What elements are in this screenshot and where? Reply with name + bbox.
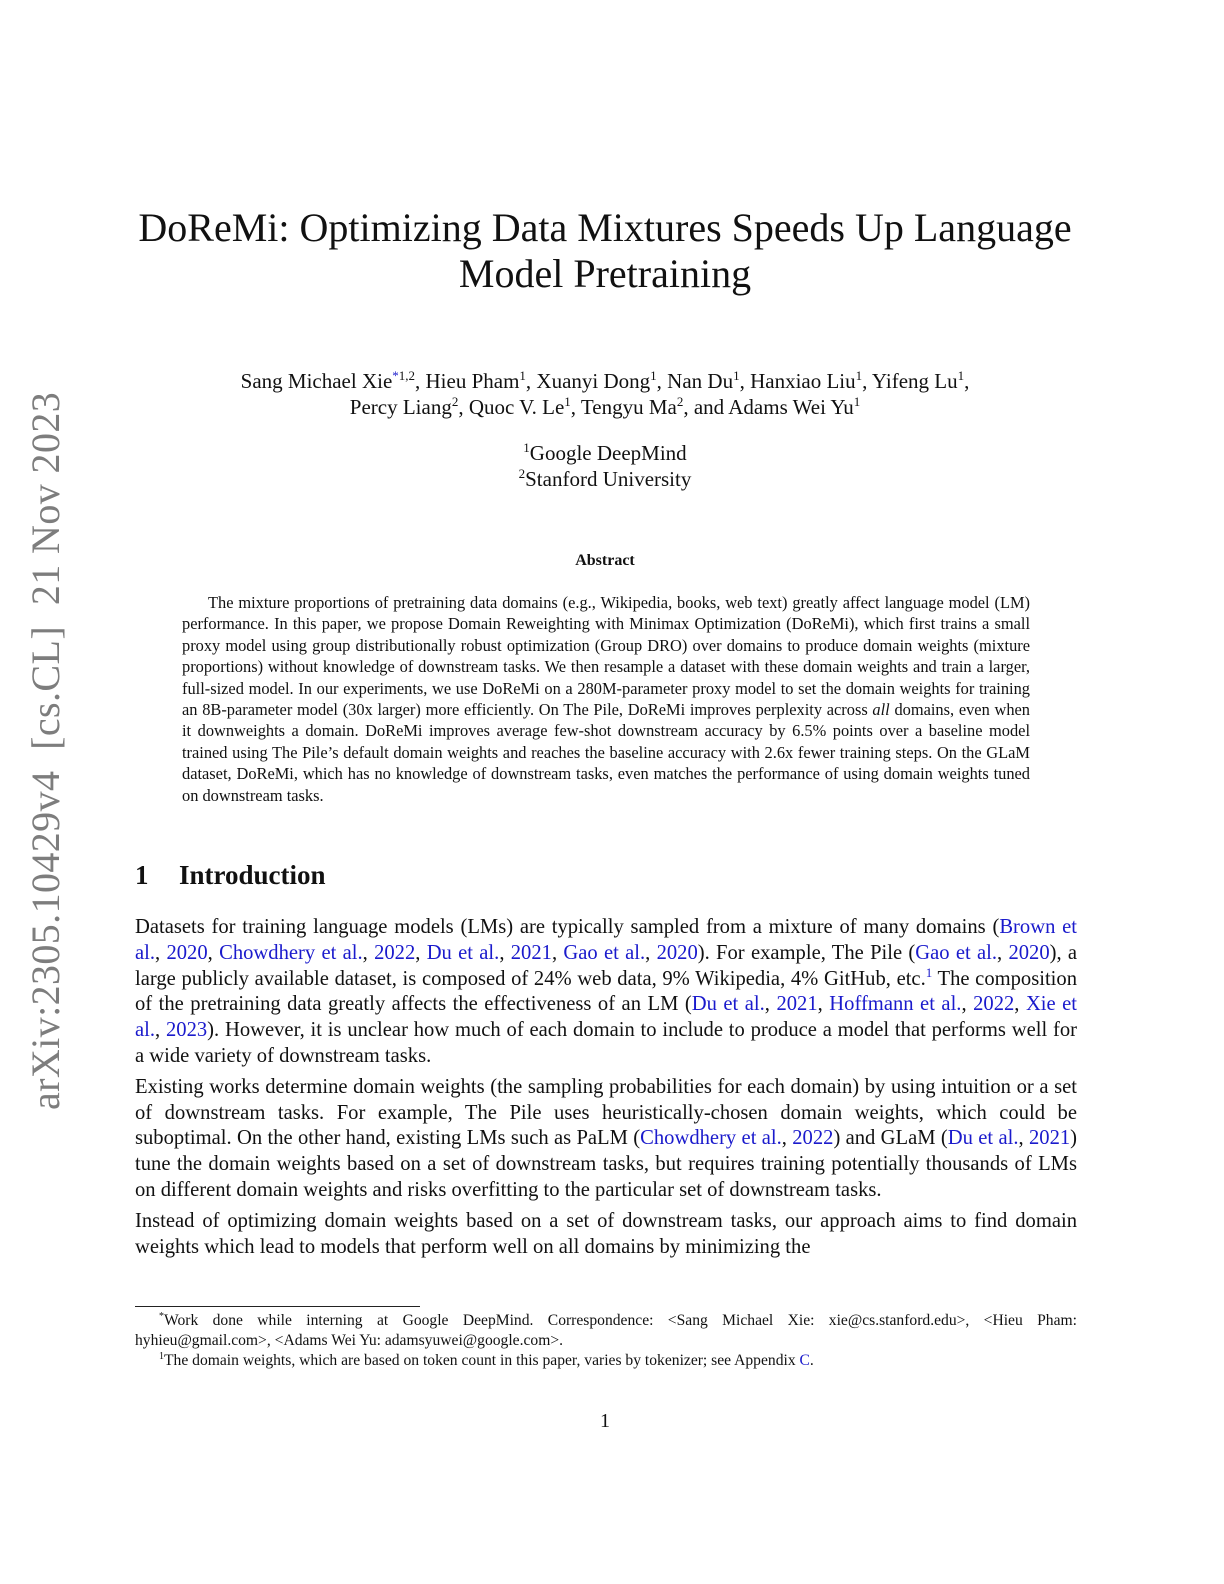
author-affiliation-mark: 1	[519, 368, 526, 383]
footnote-text: Work done while interning at Google DeepMind. Correspondence: <Sang Michael Xie: xie@cs.stanford.edu>, <Hieu Pham: hyhieu@gmail.com>, <Adams Wei Yu: adamsyuwei@google.com>.	[135, 1312, 1077, 1349]
affiliation-number: 1	[523, 440, 530, 455]
introduction-body	[135, 915, 1077, 1265]
section-number: 1	[135, 860, 149, 890]
author-name: Hieu Pham	[425, 369, 520, 393]
footnote-suffix: .	[809, 1352, 814, 1369]
citation-link[interactable]: Hoffmann et al.	[829, 993, 962, 1016]
affiliation-name: Stanford University	[525, 467, 692, 491]
appendix-link[interactable]: C	[799, 1352, 810, 1369]
affiliation-number: 2	[518, 466, 526, 481]
citation-link[interactable]: Du et al.	[947, 1127, 1019, 1150]
citation-link[interactable]: 2021	[776, 993, 818, 1016]
footnote-divider	[135, 1306, 420, 1307]
author-affiliation-mark: *1,2	[392, 368, 416, 383]
footnote-domain-weights	[135, 1351, 1077, 1371]
citation-link[interactable]: 2022	[973, 993, 1015, 1016]
author-affiliation-mark: 1	[853, 394, 861, 409]
affiliation-line	[300, 466, 910, 492]
citation-link[interactable]: Du et al.	[691, 993, 765, 1016]
author-affiliation-mark: 1	[733, 368, 740, 383]
author-name: Xuanyi Dong	[536, 369, 651, 393]
citation-link[interactable]: Gao et al.	[563, 941, 646, 964]
author-name: Percy Liang	[349, 395, 452, 419]
citation-link[interactable]: 2020	[656, 941, 698, 964]
citation-link[interactable]: 2021	[1028, 1127, 1071, 1150]
page-number: 1	[600, 1410, 610, 1432]
corresponding-author-link[interactable]: *	[392, 368, 399, 383]
paragraph: Existing works determine domain weights (the sampling probabilities for each domain) by using intuition or a set of downstream tasks. For example, The Pile uses heuristically-chosen domain weights, which could be suboptimal. On the other hand, existing LMs such as PaLM (Chowdhery et al., 2022) and GLaM (Du et al., 2021) tune the domain weights based on a set of downstream tasks, but requires training potentially thousands of LMs on different domain weights and risks overfitting to the particular set of downstream tasks.	[135, 1075, 1078, 1201]
author-affiliation-mark: 2	[676, 394, 684, 409]
author-affiliation-mark: 1	[650, 368, 657, 383]
footnotes	[135, 1311, 1077, 1371]
citation-link[interactable]: Chowdhery et al.	[219, 941, 363, 964]
author-name: Tengyu Ma	[580, 395, 677, 419]
citation-link[interactable]: 2021	[510, 941, 552, 964]
footnote-ref-link[interactable]: 1	[925, 964, 933, 980]
citation-link[interactable]: Du et al.	[426, 941, 500, 964]
citation-link[interactable]: Brown et al.	[135, 916, 1077, 964]
author-affiliation-mark: 2	[451, 394, 459, 409]
footnote-mark: *	[159, 1310, 164, 1322]
affiliation-name: Google DeepMind	[529, 441, 687, 465]
paper-title: DoReMi: Optimizing Data Mixtures Speeds Up Language Model Pretraining	[138, 205, 1072, 296]
abstract-heading: Abstract	[575, 552, 635, 569]
author-name: Quoc V. Le	[468, 395, 565, 419]
author-name: Hanxiao Liu	[750, 369, 856, 393]
author-name: Adams Wei Yu	[728, 395, 854, 419]
affiliation-line	[300, 440, 910, 466]
author-list: Sang Michael Xie$^{*1,2}$, Hieu Pham$^1$, Xuanyi Dong$^1$, Nan Du$^1$, Hanxiao Liu$^1$, Yifeng Lu$^1$, Percy Liang$^2$, Quoc V. Le$^1$, Tengyu Ma$^2$, and Adams Wei Yu$^1$	[240, 368, 970, 419]
author-affiliation-mark: 1	[957, 368, 965, 383]
citation-link[interactable]: Xie et al.	[135, 993, 1078, 1042]
emphasis-all: all	[872, 700, 890, 720]
citation-link[interactable]: 2023	[165, 1019, 208, 1042]
citation-link[interactable]: 2022	[792, 1127, 834, 1150]
author-name: Nan Du	[667, 369, 734, 393]
citation-link[interactable]: Gao et al.	[915, 941, 998, 964]
paragraph: Datasets for training language models (LMs) are typically sampled from a mixture of many domains (Brown et al., 2020, Chowdhery et al., 2022, Du et al., 2021, Gao et al., 2020). For example, The Pile (Gao et al., 2020), a large publicly available dataset, is composed of 24% web data, 9% Wikipedia, 4% GitHub, etc.$^1$ The composition of the pretraining data greatly affects the effectiveness of an LM (Du et al., 2021, Hoffmann et al., 2022, Xie et al., 2023). However, it is unclear how much of each domain to include to produce a model that performs well for a wide variety of downstream tasks.	[135, 916, 1078, 1067]
author-name: Sang Michael Xie	[240, 369, 393, 393]
author-affiliation-mark: 1	[564, 394, 571, 409]
footnote-correspondence	[135, 1311, 1077, 1351]
citation-link[interactable]: 2020	[166, 941, 208, 964]
section-heading-introduction	[135, 860, 326, 891]
abstract-text: The mixture proportions of pretraining data domains (e.g., Wikipedia, books, web text) greatly affect language model (LM) performance. In this paper, we propose Domain Reweighting with Minimax Optimization (DoReMi), which first trains a small proxy model using group distributionally robust optimization (Group DRO) over domains to produce domain weights (mixture proportions) without knowledge of downstream tasks. We then resample a dataset with these domain weights and train a larger, full-sized model. In our experiments, we use DoReMi on a 280M-parameter proxy model to set the domain weights for training an 8B-parameter model (30x larger) more efficiently. On The Pile, DoReMi improves perplexity across all domains, even when it downweights a domain. DoReMi improves average few-shot downstream accuracy by 6.5% points over a baseline model trained using The Pile’s default domain weights and reaches the baseline accuracy with 2.6x fewer training steps. On the GLaM dataset, DoReMi, which has no knowledge of downstream tasks, even matches the performance of using domain weights tuned on downstream tasks.	[182, 593, 1030, 805]
footnote-text: The domain weights, which are based on token count in this paper, varies by tokenizer; see Appendix	[164, 1352, 800, 1369]
citation-link[interactable]: Chowdhery et al.	[640, 1127, 782, 1150]
author-name: Yifeng Lu	[871, 369, 958, 393]
section-title: Introduction	[179, 860, 326, 890]
arxiv-identifier-stamp: arXiv:2305.10429v4 [cs.CL] 21 Nov 2023	[23, 391, 68, 1110]
author-affiliation-mark: 1	[855, 368, 863, 383]
affiliations	[300, 440, 910, 492]
paragraph: Instead of optimizing domain weights based on a set of downstream tasks, our approach aims to find domain weights which lead to models that perform well on all domains by minimizing the	[135, 1209, 1077, 1258]
footnote-mark: 1	[159, 1350, 164, 1362]
citation-link[interactable]: 2022	[374, 941, 416, 964]
citation-link[interactable]: 2020	[1008, 941, 1050, 964]
